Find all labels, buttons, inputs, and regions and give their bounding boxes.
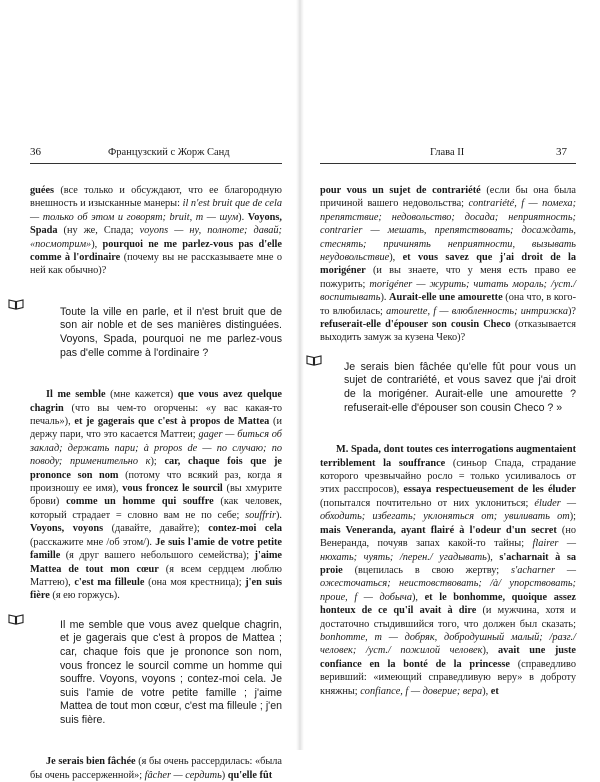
text-body xyxy=(30,184,282,782)
page-number: 37 xyxy=(556,146,567,158)
page-number: 36 xyxy=(30,146,41,158)
book-icon xyxy=(8,298,24,310)
gloss-paragraph: M. Spada, dont toutes ces interrogations augmentaient terriblement la souffrance (синьор Спада, страдание которого чрезвычайно росло = только усиливалось от этих расспросов), essaya respectueusement de les éluder (попытался почтительно от них уклониться; éluder — обходить; избегать; уклоняться от; увиливать от); mais Veneranda, ayant flairé à l'odeur d'un secret (но Венеранда, почуяв запах какой-то тайны; flairer — нюхать; чуять; /перен./ угадывать), s'acharnait à sa proie (вцепилась в свою жертву; s'acharner — ожесточаться; неистовствовать; /à/ упорствовать; проие, f — добыча), et le bonhomme, quoique assez honteux de ce qu'il avait à dire (и мужчина, хотя и достаточно стыдившийся того, что должен был сказать; bonhomme, m — добряк, добродушный малый; /разг./ человек; /уст./ пожилой человек), avait une juste confiance en la bonté de la princesse (справедливо веривший: «имеющий справедливую веру» в доброту княжны; confiance, f — доверие; вера), et xyxy=(320,444,577,697)
gloss-paragraph: guées (все только и обсуждают, что ее благородную внешность и изысканные манеры: il n'est bruit que de cela — только об этом и говорят; bruit, m — шум). Voyons, Spada (ну же, Спада; voyons — ну, полноте; давай; «посмотрим»), pourquoi ne me parlez-vous pas d'elle comme à l'ordinaire (почему вы не рассказываете мне о ней как обычно)? xyxy=(30,185,283,277)
book-icon xyxy=(306,354,322,366)
french-paragraph: Je serais bien fâchée qu'elle fût pour vous un sujet de contrariété, et vous savez que j'ai droit de la morigéner. Aurait-elle une amourette ? refuserait-elle d'épouser son cousin Checo ? » xyxy=(320,361,576,415)
book-gutter xyxy=(296,0,304,750)
header-rule xyxy=(30,163,282,164)
book-icon xyxy=(8,613,24,625)
left-page xyxy=(0,0,296,781)
gloss-paragraph: Je serais bien fâchée (я бы очень рассердилась: «была бы очень рассерженной»; fâcher — сердить) qu'elle fût xyxy=(30,756,282,781)
running-header: Глава II xyxy=(430,147,465,158)
running-header: Французский с Жорж Санд xyxy=(108,147,230,158)
french-paragraph: Toute la ville en parle, et il n'est bruit que de son air noble et de ses manières distinguées. Voyons, Spada, pourquoi ne me parlez-vous pas d'elle comme à l'ordinaire ? xyxy=(30,306,282,360)
gloss-paragraph: Il me semble (мне кажется) que vous avez quelque chagrin (что вы чем-то огорчены: «у вас какая-то печаль»), et je gagerais que c'est à propos de Mattea (и держу пари, что это касается Маттеи; gager — биться об заклад; держать пари; à propos de — по случаю; по поводу; применительно к); car, chaque fois que je prononce son nom (потому что всякий раз, когда я произношу ее имя), vous froncez le sourcil (вы хмурите брови) comme un homme qui souffre (как человек, который страдает = словно вам не по себе; souffrir). Voyons, voyons (давайте, давайте); contez-moi cela (расскажите мне /об этом/). Je suis l'amie de votre petite famille (я друг вашего небольшого семейства); j'aime Mattea de tout mon cœur (я всем сердцем люблю Маттею), c'est ma filleule (она моя крестница); j'en suis fière (я ею горжусь). xyxy=(30,389,283,602)
text-body xyxy=(320,184,576,698)
header-rule xyxy=(320,163,576,164)
french-paragraph: Il me semble que vous avez quelque chagrin, et je gagerais que c'est à propos de Mattea ; car, chaque fois que je prononce son nom, vous froncez le sourcil comme un homme qui souffre. Voyons, voyons ; contez-moi cela. Je suis l'amie de votre petite famille ; j'aime Mattea de tout mon cœur, c'est ma filleule ; j'en suis fière. xyxy=(30,619,282,728)
right-page xyxy=(304,0,600,750)
gloss-paragraph: pour vous un sujet de contrariété (если бы она была причиной вашего недовольства; contrariété, f — помеха; препятствие; недовольство; досада; неприятность; contrarier — мешать, препятствовать; досаждать, стеснять; причинять неприятности, вызывать неудовольствие), et vous savez que j'ai droit de la morigéner (и вы знаете, что у меня есть право ее пожурить; morigéner — журить; читать мораль; /уст./ воспитывать). Aurait-elle une amourette (она что, в кого-то влюбилась; amourette, f — влюбленность; интрижка)? refuserait-elle d'épouser son cousin Checo (отказывается выходить замуж за кузена Чеко)? xyxy=(320,185,577,344)
